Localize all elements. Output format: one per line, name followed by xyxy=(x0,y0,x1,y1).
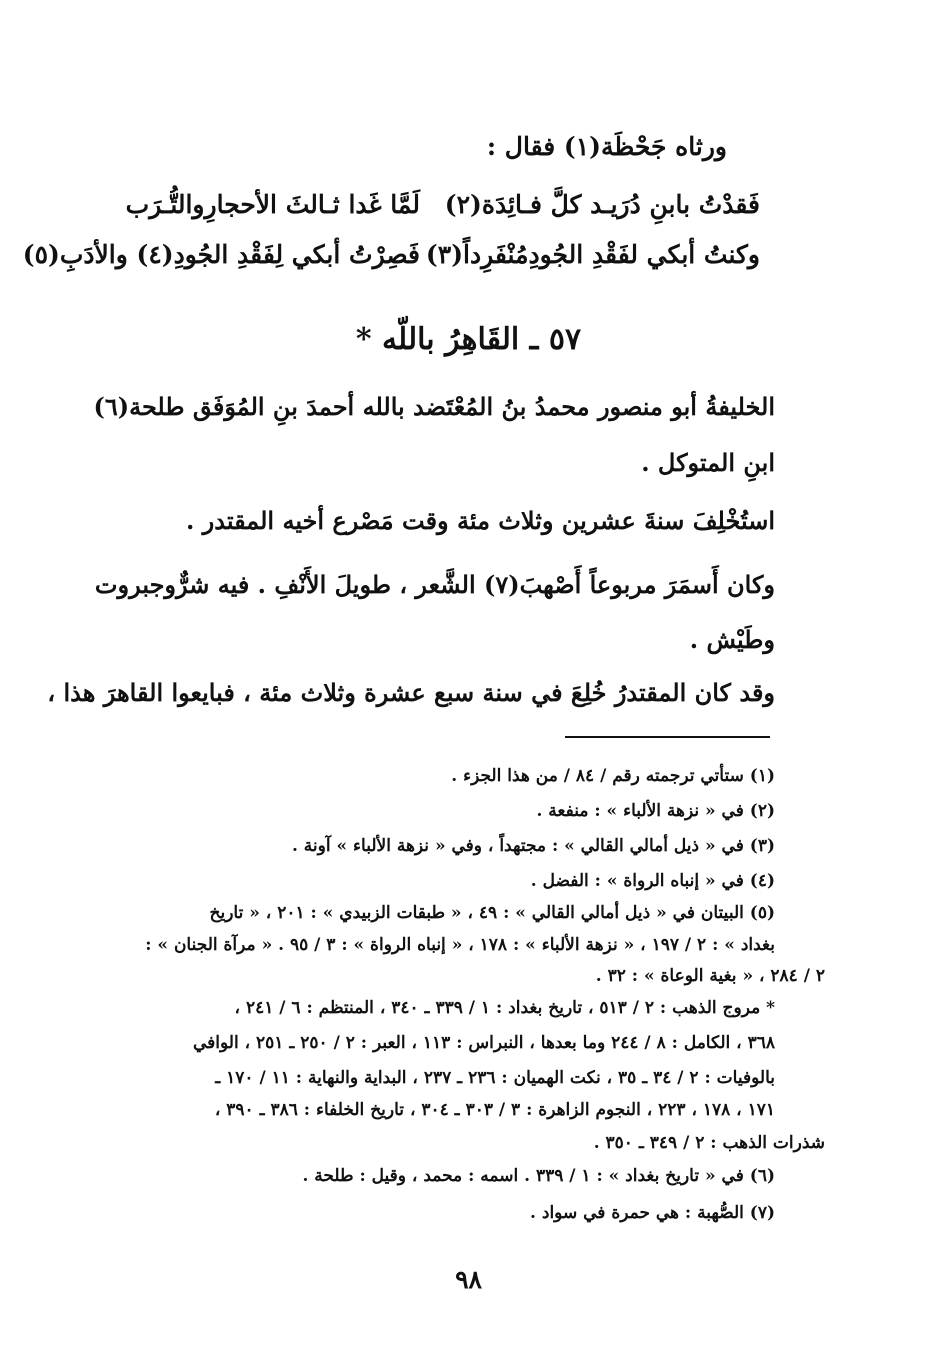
footnote-line: (٥) البيتان في « ذيل أمالي القالي » : ٤٩ ، « طبقات الزبيدي » : ٢٠١ ، « تاريخ xyxy=(209,903,775,923)
footnote-line: (٤) في « إنباه الرواة » : الفضل . xyxy=(530,871,775,891)
footnote-line: (٢) في « نزهة الألباء » : منفعة . xyxy=(536,801,775,821)
footnote-line: (٧) الصُّهبة : هي حمرة في سواد . xyxy=(530,1203,775,1223)
body-paragraph-line: وكان أَسمَرَ مربوعاً أَصْهبَ(٧) الشَّعر ، طويلَ الأَنْفِ . فيه شرٌّوجبروت xyxy=(94,570,775,599)
footnote-line: ٢ / ٢٨٤ ، « بغية الوعاة » : ٣٢ . xyxy=(595,966,825,986)
footnote-line: (٣) في « ذيل أمالي القالي » : مجتهداً ، وفي « نزهة الألباء » آونة . xyxy=(291,836,775,856)
verse-2-first-hemistich: وكنتُ أبكي لفَقْدِ الجُودِمُنْفَرِداً(٣) xyxy=(425,240,760,269)
footnote-line: ٣٦٨ ، الكامل : ٨ / ٢٤٤ وما بعدها ، النبراس : ١١٣ ، العبر : ٢ / ٢٥٠ ـ ٢٥١ ، الوافي xyxy=(192,1033,775,1053)
body-paragraph-line: ابنِ المتوكل . xyxy=(641,448,775,477)
footnote-separator xyxy=(565,736,770,738)
entry-heading: ٥٧ ـ القَاهِرُ باللّه * xyxy=(355,322,582,357)
body-paragraph-line: استُخْلِفَ سنةَ عشرين وثلاث مئة وقت مَصْرع أخيه المقتدر . xyxy=(185,506,775,535)
footnote-line: شذرات الذهب : ٢ / ٣٤٩ ـ ٣٥٠ . xyxy=(593,1133,825,1153)
verse-1-second-hemistich: لَمَّا غَدا ثـالثَ الأحجارِوالتُّـرَب xyxy=(125,190,420,219)
verse-2-second-hemistich: فَصِرْتُ أبكي لِفَقْدِ الجُودِ(٤) والأدَبِ(٥) xyxy=(22,240,420,269)
footnote-line: بغداد » : ٢ / ١٩٧ ، « نزهة الألباء » : ١٧٨ ، « إنباه الرواة » : ٣ / ٩٥ . « مرآة الجنان » : xyxy=(145,935,775,955)
body-paragraph-line: وقد كان المقتدرُ خُلِعَ في سنة سبع عشرة وثلاث مئة ، فبايعوا القاهرَ هذا ، xyxy=(47,678,775,707)
footnote-line: بالوفيات : ٢ / ٣٤ ـ ٣٥ ، نكت الهميان : ٢٣٦ ـ ٢٣٧ ، البداية والنهاية : ١١ / ١٧٠ ـ xyxy=(215,1068,775,1088)
body-paragraph-line: الخليفةُ أبو منصور محمدُ بنُ المُعْتَضد بالله أحمدَ بنِ المُوَفَق طلحة(٦) xyxy=(93,392,775,421)
poem-verse-1 xyxy=(120,190,760,230)
footnote-line: (٦) في « تاريخ بغداد » : ١ / ٣٣٩ . اسمه : محمد ، وقيل : طلحة . xyxy=(302,1166,775,1186)
footnote-line: (١) ستأتي ترجمته رقم / ٨٤ / من هذا الجزء . xyxy=(451,766,775,786)
intro-line: ورثاه جَحْظَة(١) فقال : xyxy=(486,132,727,161)
footnote-line: ١٧١ ، ١٧٨ ، ٢٢٣ ، النجوم الزاهرة : ٣ / ٣٠٣ ـ ٣٠٤ ، تاريخ الخلفاء : ٣٨٦ ـ ٣٩٠ ، xyxy=(214,1100,775,1120)
verse-1-first-hemistich: فَقدْتُ بابنِ دُرَيـد كلَّ فـائِدَة(٢) xyxy=(444,190,760,219)
body-paragraph-line: وطَيْش . xyxy=(689,625,775,654)
page-number: ٩٨ xyxy=(455,1265,482,1294)
footnote-line: * مروج الذهب : ٢ / ٥١٣ ، تاريخ بغداد : ١ / ٣٣٩ ـ ٣٤٠ ، المنتظم : ٦ / ٢٤١ ، xyxy=(234,998,775,1018)
poem-verse-2 xyxy=(22,240,760,280)
